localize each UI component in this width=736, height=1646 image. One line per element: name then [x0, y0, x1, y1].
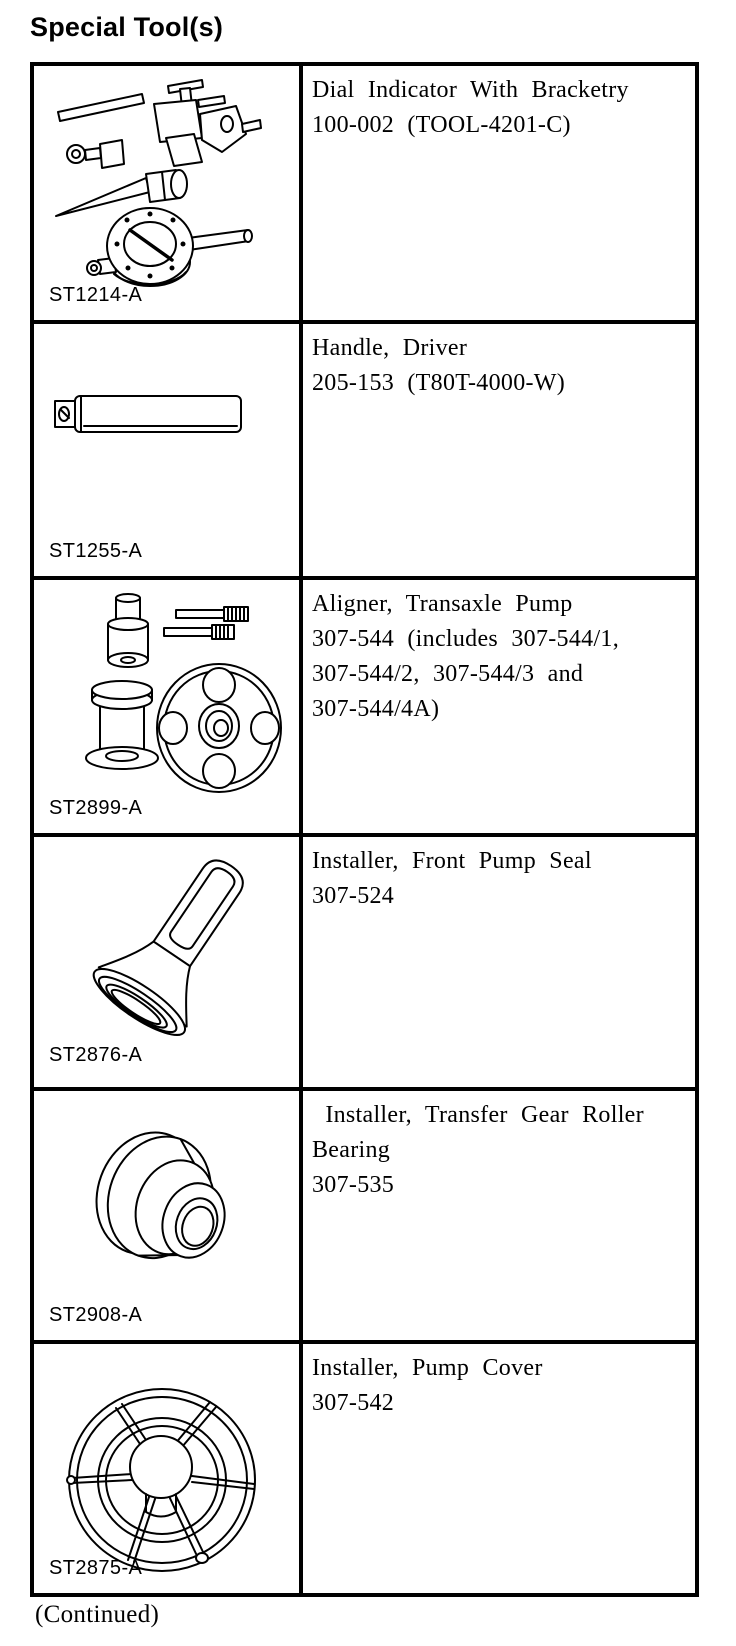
tool-name: Installer, Front Pump Seal — [312, 848, 592, 874]
tool-image-cell — [34, 1344, 303, 1593]
tool-description-cell — [303, 1344, 695, 1593]
table-row — [34, 66, 695, 320]
table-row — [34, 1087, 695, 1340]
tool-number: 307-524 — [312, 883, 395, 909]
tool-image-cell — [34, 324, 303, 576]
tool-name: Dial Indicator With Bracketry — [312, 77, 629, 103]
tool-image-cell — [34, 66, 303, 320]
tool-description-cell — [303, 324, 695, 576]
tool-image-code: ST1255-A — [49, 540, 143, 562]
table-row — [34, 320, 695, 576]
tool-description-cell — [303, 837, 695, 1087]
tool-number: 307-544/4A) — [312, 696, 440, 722]
tool-image-cell — [34, 837, 303, 1087]
tool-image-code: ST2908-A — [49, 1304, 143, 1326]
tool-name: Aligner, Transaxle Pump — [312, 591, 573, 617]
transaxle-pump-aligner-icon — [56, 588, 288, 795]
tool-number: 307-544/2, 307-544/3 and — [312, 661, 584, 687]
table-row — [34, 833, 695, 1087]
tool-image-code: ST2899-A — [49, 797, 143, 819]
tool-description-cell — [303, 1091, 695, 1340]
continued-note: (Continued) — [35, 1601, 160, 1628]
table-row — [34, 576, 695, 833]
tool-number: 100-002 (TOOL-4201-C) — [312, 112, 571, 138]
tool-image-cell — [34, 580, 303, 833]
tool-number: 307-544 (includes 307-544/1, — [312, 626, 620, 652]
tool-name: Installer, Transfer Gear Roller — [312, 1102, 644, 1128]
driver-handle-icon — [52, 388, 250, 442]
transfer-gear-roller-bearing-installer-icon — [74, 1113, 274, 1298]
tool-name: Installer, Pump Cover — [312, 1355, 543, 1381]
pump-cover-installer-icon — [62, 1382, 264, 1584]
tool-image-code: ST2876-A — [49, 1044, 143, 1066]
tool-name: Handle, Driver — [312, 335, 468, 361]
tool-name: Bearing — [312, 1137, 391, 1163]
special-tools-table — [30, 62, 699, 1597]
dial-indicator-icon — [50, 78, 268, 296]
page-title: Special Tool(s) — [30, 12, 224, 42]
tool-image-code: ST1214-A — [49, 284, 143, 306]
tool-number: 307-535 — [312, 1172, 395, 1198]
table-row — [34, 1340, 695, 1593]
tool-number: 307-542 — [312, 1390, 395, 1416]
tool-description-cell — [303, 580, 695, 833]
tool-image-cell — [34, 1091, 303, 1340]
tool-number: 205-153 (T80T-4000-W) — [312, 370, 566, 396]
tool-description-cell — [303, 66, 695, 320]
tool-image-code: ST2875-A — [49, 1557, 143, 1579]
